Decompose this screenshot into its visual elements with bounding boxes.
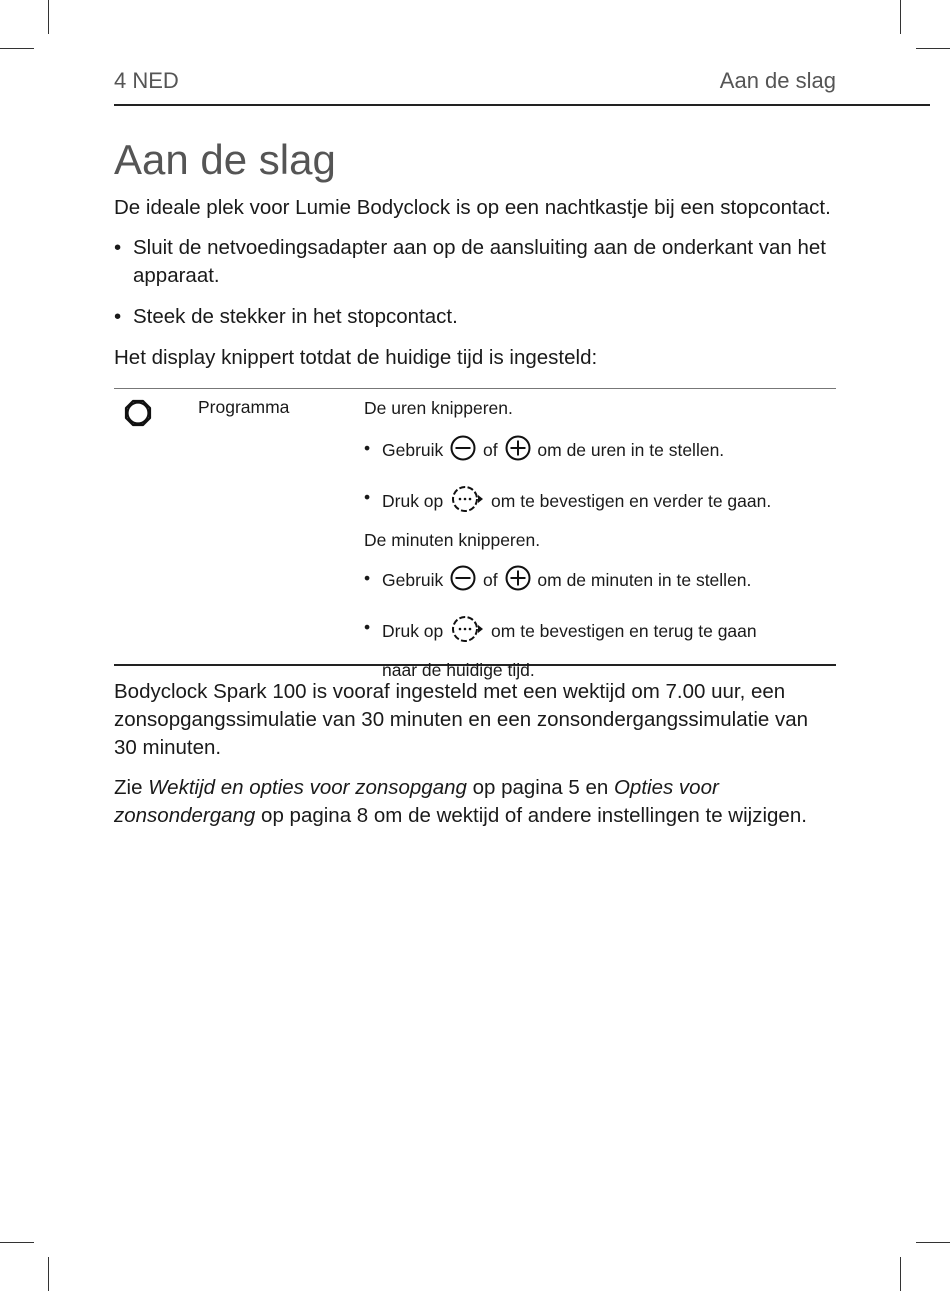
list-item: • Steek de stekker in het stopcontact.: [114, 303, 836, 331]
intro-paragraph: De ideale plek voor Lumie Bodyclock is op een nachtkastje bij een stopcontact.: [114, 196, 831, 219]
crop-mark: [48, 0, 49, 34]
plus-circle-icon: [505, 435, 531, 468]
program-label: Programma: [198, 397, 290, 417]
crop-mark: [900, 0, 901, 34]
reference-wake-time: Wektijd en opties voor zonsopgang: [148, 776, 467, 799]
crop-mark: [916, 48, 950, 49]
program-button-icon: [124, 399, 152, 432]
list-item: • Sluit de netvoedingsadapter aan op de aansluiting aan de onderkant van het apparaat.: [114, 234, 836, 290]
list-item: • Druk op om te bevestigen en verder te gaan.: [364, 484, 834, 521]
list-item-continuation: naar de huidige tijd.: [382, 660, 535, 680]
hours-heading: De uren knipperen.: [364, 398, 513, 418]
crop-mark: [48, 1257, 49, 1291]
setup-steps: [114, 234, 836, 331]
minus-circle-icon: [450, 565, 476, 598]
confirm-dots-icon: [450, 484, 484, 521]
page-title: Aan de slag: [114, 136, 336, 183]
section-name: Aan de slag: [719, 68, 836, 93]
see-also-paragraph: Zie Wektijd en opties voor zonsopgang op pagina 5 en Opties voor zonsondergang op pagina 8 om de wektijd of andere instellingen te wijzigen.: [114, 776, 807, 827]
reference-sunset-options: Opties voor zonsondergang: [114, 776, 719, 827]
list-item: • Gebruik of om de uren in te stellen.: [364, 435, 834, 468]
confirm-dots-icon: [450, 614, 484, 651]
list-item: • Gebruik of om de minuten in te stellen.: [364, 565, 834, 598]
header-rule: [114, 104, 930, 106]
crop-mark: [0, 48, 34, 49]
page-content: [114, 132, 836, 830]
display-paragraph: Het display knippert totdat de huidige tijd is ingesteld:: [114, 346, 598, 369]
preset-paragraph: Bodyclock Spark 100 is vooraf ingesteld met een wektijd om 7.00 uur, een zonsopgangssimulatie van 30 minuten en een zonsondergangssimulatie van 30 minuten.: [114, 680, 809, 759]
list-item: • Druk op om te bevestigen en terug te gaan: [364, 614, 834, 651]
crop-mark: [900, 1257, 901, 1291]
crop-mark: [0, 1242, 34, 1243]
page-number: 4 NED: [114, 68, 179, 93]
minus-circle-icon: [450, 435, 476, 468]
minutes-heading: De minuten knipperen.: [364, 530, 541, 550]
plus-circle-icon: [505, 565, 531, 598]
instruction-column: [364, 397, 834, 683]
page-header: [114, 68, 836, 98]
crop-mark: [916, 1242, 950, 1243]
instruction-table: [114, 388, 836, 680]
